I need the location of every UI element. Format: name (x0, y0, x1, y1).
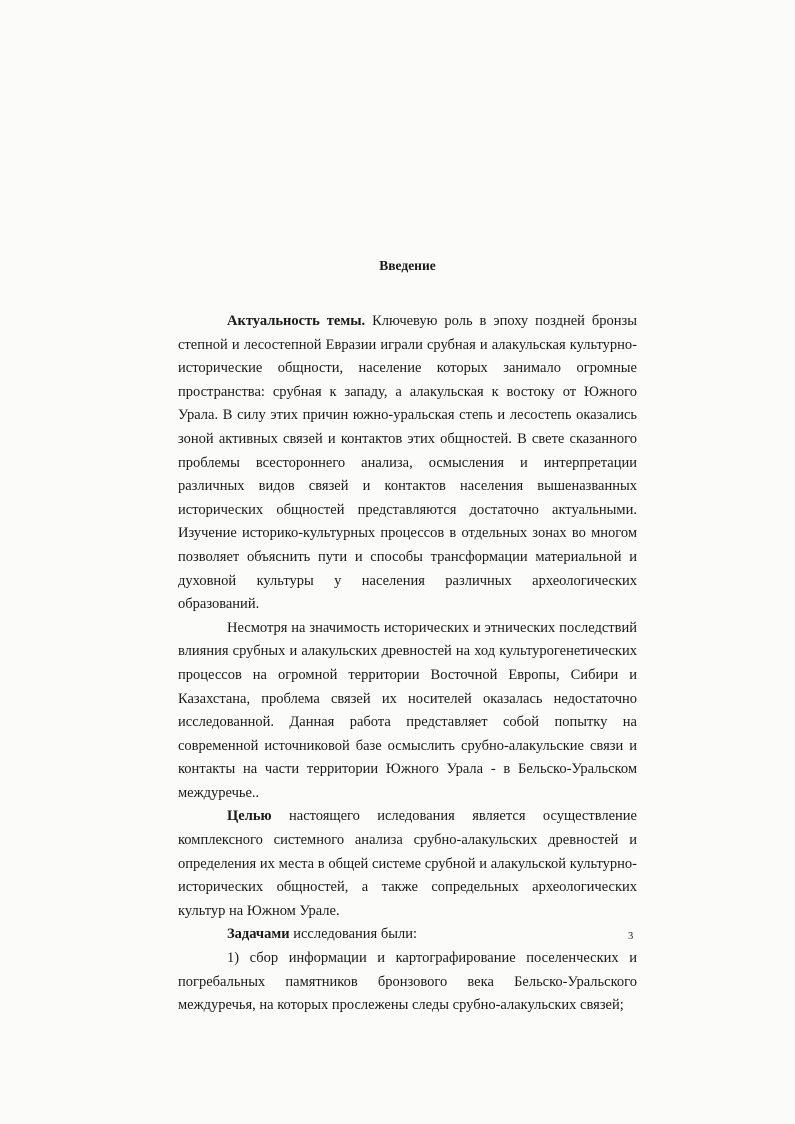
page-number: 3 (628, 931, 634, 942)
paragraph-lead: Задачами (227, 926, 290, 943)
paragraph-tasks (178, 923, 637, 947)
paragraph-text: Несмотря на значимость исторических и этнических последствий влияния срубных и алакульских древностей на ход культурогенетических процессов на огромной территории Восточной Европы, Сибири и Казахстана, проблема связей их носителей оказалась недостаточно исследованной. Данная работа представляет собой попытку на современной источниковой базе осмыслить срубно-алакульские связи и контакты на части территории Южного Урала - в Бельско-Уральском междуречье.. (178, 619, 637, 801)
paragraph-text: Ключевую роль в эпоху поздней бронзы степной и лесостепной Евразии играли срубная и алакульская культурно-исторические общности, население которых занимало огромные пространства: срубная к западу, а алакульская к востоку от Южного Урала. В силу этих причин южно-уральская степь и лесостепь оказались зоной активных связей и контактов этих общностей. В свете сказанного проблемы всестороннего анализа, осмысления и интерпретации различных видов связей и контактов населения вышеназванных исторических общностей представляются достаточно актуальными. Изучение историко-культурных процессов в отдельных зонах во многом позволяет объяснить пути и способы трансформации материальной и духовной культуры у населения различных археологических образований. (178, 313, 637, 613)
paragraph-text: 1) сбор информации и картографирование поселенческих и погребальных памятников бронзового века Бельско-Уральского междуречья, на которых прослежены следы срубно-алакульских связей; (178, 950, 637, 1014)
document-body (178, 256, 637, 1018)
paragraph-lead: Целью (227, 808, 272, 825)
paragraph-lead: Актуальность темы. (227, 313, 366, 329)
paragraph-text: исследования были: (289, 926, 417, 943)
paragraph-relevance (178, 310, 637, 617)
paragraph-significance (178, 617, 637, 806)
paragraph-task-1 (178, 947, 637, 1018)
section-title: Введение (379, 258, 436, 273)
paragraph-text: настоящего иследования является осуществление комплексного системного анализа срубно-алакульских древностей и определения их места в общей системе срубной и алакульской культурно-исторических общностей, а также сопредельных археологических культур на Южном Урале. (178, 808, 637, 919)
paragraph-goal (178, 805, 637, 923)
